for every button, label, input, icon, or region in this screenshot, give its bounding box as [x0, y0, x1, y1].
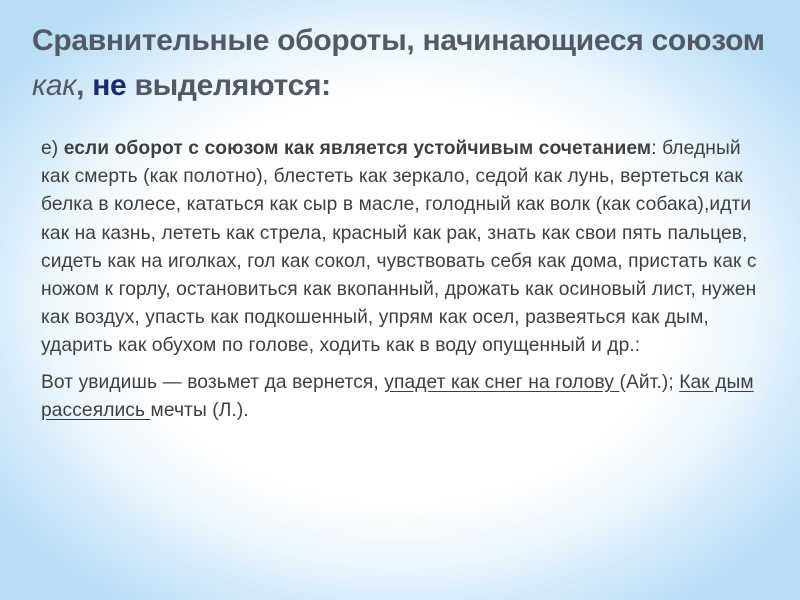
slide-title — [32, 18, 772, 108]
example-text-3: мечты (Л.). — [150, 399, 249, 421]
rule-marker: е) — [41, 138, 64, 159]
title-comma: , — [76, 69, 93, 102]
rule-paragraph — [41, 135, 765, 361]
example-underlined-2: Как дым рассеялись — [41, 371, 754, 421]
example-paragraph — [41, 369, 765, 425]
rule-examples: : бледный как смерть (как полотно), блестеть как зеркало, седой как лунь, вертеться как белка в колесе, кататься как сыр в масле, голодный как волк (как собака),идти как на казнь, лететь как стрела, красный как рак, знать как свои пять пальцев, сидеть как на иголках, гол как сокол, чувствовать себя как дома, пристать как с ножом к горлу, остановиться как вкопанный, дрожать как осиновый лист, нужен как воздух, упасть как подкошенный, упрям как осел, развеяться как дым, ударить как обухом по голове, ходить как в воду опущенный и др.: — [41, 138, 757, 357]
rule-condition: если оборот с союзом как является устойчивым сочетанием — [63, 138, 652, 159]
slide-body — [41, 135, 765, 425]
title-part-2: выделяются: — [126, 69, 331, 102]
title-kak: как — [32, 69, 77, 102]
example-text-1: Вот увидишь — возьмет да вернется, — [41, 371, 385, 393]
example-underlined-1: упадет как снег на голову — [384, 371, 620, 393]
example-text-2: (Айт.); — [619, 371, 680, 393]
title-part-1: Сравнительные обороты, начинающиеся союзом — [32, 24, 765, 57]
title-ne: не — [92, 69, 127, 102]
